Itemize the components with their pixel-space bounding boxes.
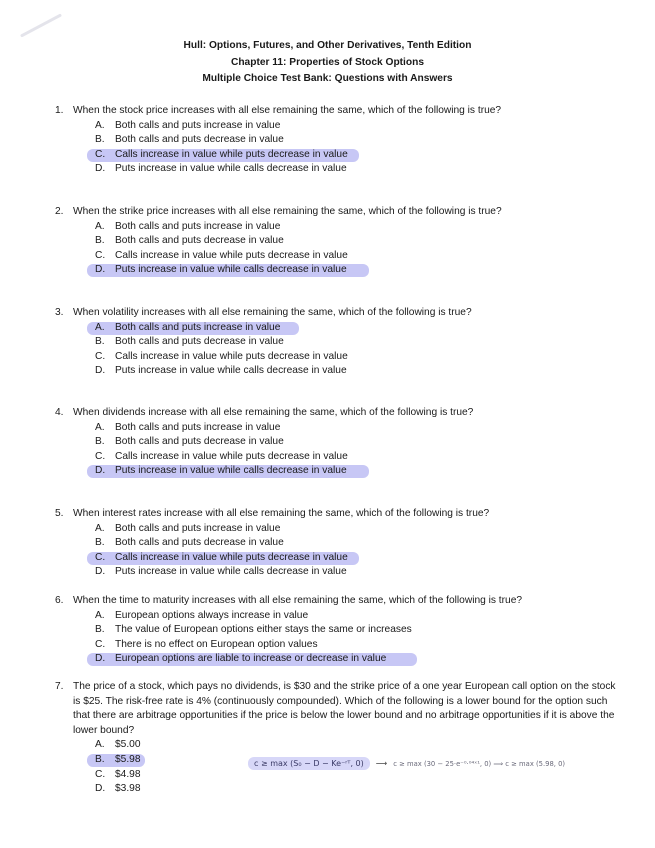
answer-option [95,464,625,479]
question-5 [55,507,625,580]
answer-options [95,609,625,667]
question-6 [55,594,625,667]
option-text: Both calls and puts increase in value [115,522,281,534]
answer-option [95,623,625,638]
option-text: Both calls and puts decrease in value [115,336,284,348]
pen-stroke-mark [20,13,62,37]
option-letter: B. [95,235,105,247]
answer-option [95,551,625,566]
question-text: When the stock price increases with all else remaining the same, which of the following is true? [73,105,502,116]
option-letter: D. [95,264,106,276]
chapter-title: Chapter 11: Properties of Stock Options [230,56,425,68]
option-letter: B. [95,624,105,636]
option-letter: D. [95,653,106,665]
arrow-icon: ⟶ [375,759,388,768]
option-text: $3.98 [115,783,141,795]
option-text: Puts increase in value while calls decrease in value [115,465,347,477]
option-text: Puts increase in value while calls decrease in value [115,163,347,175]
option-text: Puts increase in value while calls decrease in value [115,264,347,276]
option-letter: A. [95,421,105,433]
option-letter: A. [95,522,105,534]
answer-option [95,148,625,163]
answer-option [95,321,625,336]
option-text: Puts increase in value while calls decrease in value [115,365,347,377]
answer-option [95,782,625,797]
option-letter: A. [95,321,105,333]
question-number: 3. [55,307,64,318]
option-text: Both calls and puts increase in value [115,220,281,232]
answer-option [95,435,625,450]
answer-option [95,234,625,249]
question-2 [55,205,625,278]
test-bank-title: Multiple Choice Test Bank: Questions with Answers [202,73,453,84]
question-stem [55,104,625,119]
answer-option [95,609,625,624]
option-text: Both calls and puts increase in value [115,321,281,333]
question-stem [55,680,625,738]
option-letter: B. [95,134,105,146]
option-letter: B. [95,537,105,549]
question-3 [55,306,625,379]
option-letter: D. [95,566,106,578]
option-text: There is no effect on European option values [115,638,318,650]
answer-option [95,133,625,148]
document-header [0,38,655,88]
option-text: Both calls and puts increase in value [115,421,281,433]
option-text: Both calls and puts decrease in value [115,436,284,448]
answer-options [95,119,625,177]
option-letter: A. [95,609,105,621]
question-text: The price of a stock, which pays no dividends, is $30 and the strike price of a one year European call option on the stock is $25. The risk-free rate is 4% (continuously compounded). Which of the following is a lower bound for the option such that there are arbitrage opportunities if the price is below the lower bound and no arbitrage opportunities if it is above the lower bound? [73,681,616,736]
answer-option [95,421,625,436]
option-letter: A. [95,119,105,131]
answer-option [95,162,625,177]
option-letter: B. [95,336,105,348]
question-stem [55,406,625,421]
option-letter: D. [95,783,106,795]
option-letter: C. [95,638,106,650]
question-stem [55,205,625,220]
option-letter: A. [95,739,105,751]
handwritten-working: c ≥ max (30 − 25·e⁻⁰·⁰⁴ˣ¹, 0) ⟹ c ≥ max (5.98, 0) [393,759,566,768]
option-letter: C. [95,148,106,160]
handwritten-note [248,755,565,772]
question-stem [55,594,625,609]
option-letter: C. [95,249,106,261]
question-text: When the strike price increases with all else remaining the same, which of the following is true? [73,206,502,217]
answer-option [95,220,625,235]
option-text: $4.98 [115,768,141,780]
question-number: 6. [55,595,64,606]
answer-option [95,450,625,465]
question-text: When the time to maturity increases with all else remaining the same, which of the following is true? [73,595,523,606]
option-text: Calls increase in value while puts decrease in value [115,450,348,462]
answer-option [95,350,625,365]
answer-option [95,119,625,134]
option-text: Calls increase in value while puts decrease in value [115,551,348,563]
option-text: European options are liable to increase or decrease in value [115,653,387,665]
question-1 [55,104,625,177]
answer-option [95,638,625,653]
answer-options [95,522,625,580]
option-text: Calls increase in value while puts decrease in value [115,249,348,261]
option-letter: D. [95,365,106,377]
option-letter: B. [95,753,105,765]
answer-options [95,421,625,479]
answer-option [95,249,625,264]
option-letter: D. [95,465,106,477]
answer-option [95,738,625,753]
option-text: Both calls and puts increase in value [115,119,281,131]
option-letter: D. [95,163,106,175]
option-text: Calls increase in value while puts decrease in value [115,350,348,362]
option-text: The value of European options either stays the same or increases [115,624,412,636]
question-stem [55,507,625,522]
answer-option [95,263,625,278]
option-text: Puts increase in value while calls decrease in value [115,566,347,578]
question-7 [55,680,625,797]
option-letter: C. [95,768,106,780]
answer-option [95,536,625,551]
answer-options [95,321,625,379]
question-text: When dividends increase with all else remaining the same, which of the following is true? [73,407,474,418]
question-stem [55,306,625,321]
question-number: 1. [55,105,64,116]
option-text: Both calls and puts decrease in value [115,235,284,247]
option-text: $5.98 [115,753,141,765]
option-letter: C. [95,551,106,563]
handwritten-formula: c ≥ max (S₀ − D − Ke⁻ʳᵀ, 0) [248,757,370,770]
question-4 [55,406,625,479]
book-title: Hull: Options, Futures, and Other Derivatives, Tenth Edition [183,40,472,51]
answer-option [95,364,625,379]
answer-option [95,652,625,667]
question-number: 4. [55,407,64,418]
option-text: Calls increase in value while puts decrease in value [115,148,348,160]
question-text: When volatility increases with all else remaining the same, which of the following is true? [73,307,472,318]
option-letter: B. [95,436,105,448]
option-text: Both calls and puts decrease in value [115,134,284,146]
question-number: 7. [55,681,64,692]
option-letter: C. [95,350,106,362]
answer-option [95,522,625,537]
question-number: 5. [55,508,64,519]
option-letter: C. [95,450,106,462]
answer-option [95,565,625,580]
question-text: When interest rates increase with all else remaining the same, which of the following is true? [73,508,490,519]
answer-options [95,220,625,278]
option-letter: A. [95,220,105,232]
option-text: $5.00 [115,739,141,751]
option-text: European options always increase in value [115,609,309,621]
question-number: 2. [55,206,64,217]
answer-option [95,335,625,350]
option-text: Both calls and puts decrease in value [115,537,284,549]
